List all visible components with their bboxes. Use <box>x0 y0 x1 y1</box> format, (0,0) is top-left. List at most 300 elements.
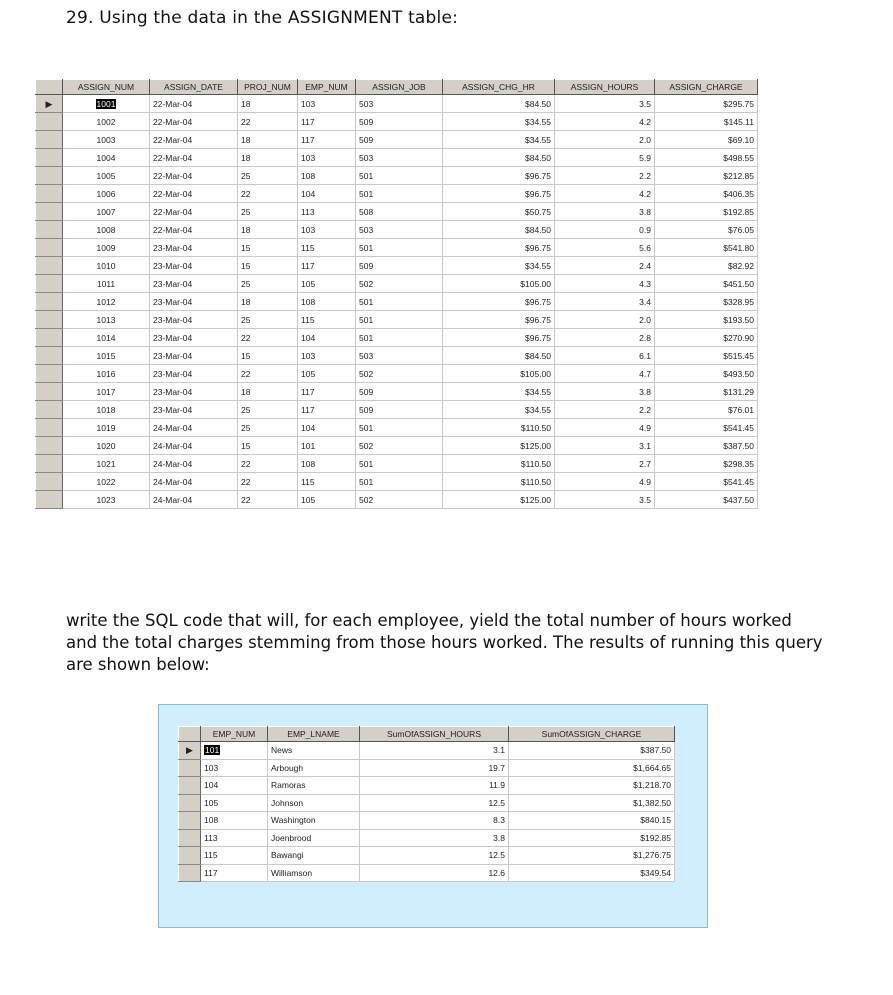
table-cell[interactable] <box>360 829 509 847</box>
table-cell[interactable] <box>443 437 555 455</box>
table-cell[interactable] <box>655 275 758 293</box>
table-cell[interactable] <box>238 203 298 221</box>
record-selector[interactable] <box>179 759 201 777</box>
record-selector[interactable] <box>36 293 63 311</box>
table-cell[interactable] <box>238 365 298 383</box>
table-cell[interactable] <box>201 777 268 795</box>
table-cell[interactable] <box>509 759 675 777</box>
table-cell[interactable] <box>356 167 443 185</box>
datasheet-corner[interactable] <box>36 80 63 95</box>
table-cell[interactable] <box>655 185 758 203</box>
table-cell[interactable] <box>360 847 509 865</box>
record-selector[interactable] <box>36 419 63 437</box>
table-cell[interactable] <box>63 293 150 311</box>
table-cell[interactable] <box>298 113 356 131</box>
record-selector[interactable] <box>36 257 63 275</box>
column-header[interactable]: ASSIGN_CHARGE <box>655 80 758 95</box>
record-selector[interactable] <box>36 383 63 401</box>
table-cell[interactable] <box>298 149 356 167</box>
table-cell[interactable] <box>356 221 443 239</box>
table-cell[interactable] <box>655 347 758 365</box>
table-cell[interactable] <box>555 329 655 347</box>
table-cell[interactable] <box>509 847 675 865</box>
result-row[interactable] <box>179 794 675 812</box>
table-cell[interactable] <box>655 491 758 509</box>
table-cell[interactable] <box>555 239 655 257</box>
table-cell[interactable] <box>443 455 555 473</box>
result-row[interactable] <box>179 742 675 760</box>
table-cell[interactable] <box>201 829 268 847</box>
cell-value: 2.0 <box>639 314 651 325</box>
table-cell[interactable] <box>443 185 555 203</box>
table-cell[interactable] <box>63 149 150 167</box>
table-cell[interactable] <box>509 742 675 760</box>
table-cell[interactable] <box>298 221 356 239</box>
result-row[interactable] <box>179 812 675 830</box>
cell-value: 6.1 <box>639 350 651 361</box>
table-cell[interactable] <box>150 167 238 185</box>
table-cell[interactable] <box>63 311 150 329</box>
assignment-row[interactable] <box>36 257 758 275</box>
table-cell[interactable] <box>360 812 509 830</box>
table-cell[interactable] <box>360 864 509 882</box>
assignment-row[interactable] <box>36 293 758 311</box>
table-cell[interactable] <box>360 777 509 795</box>
table-cell[interactable] <box>238 113 298 131</box>
assignment-row[interactable] <box>36 473 758 491</box>
column-header[interactable]: ASSIGN_NUM <box>63 80 150 95</box>
record-selector[interactable] <box>179 742 201 760</box>
table-cell[interactable] <box>443 293 555 311</box>
table-cell[interactable] <box>150 437 238 455</box>
table-cell[interactable] <box>356 347 443 365</box>
table-cell[interactable] <box>443 419 555 437</box>
record-selector[interactable] <box>36 491 63 509</box>
table-cell[interactable] <box>268 847 360 865</box>
column-header[interactable]: ASSIGN_CHG_HR <box>443 80 555 95</box>
assignment-row[interactable] <box>36 347 758 365</box>
table-cell[interactable] <box>238 167 298 185</box>
table-cell[interactable] <box>298 365 356 383</box>
assignment-row[interactable] <box>36 221 758 239</box>
table-cell[interactable] <box>238 347 298 365</box>
table-cell[interactable] <box>443 473 555 491</box>
table-cell[interactable] <box>238 257 298 275</box>
assignment-row[interactable] <box>36 491 758 509</box>
table-cell[interactable] <box>238 455 298 473</box>
table-cell[interactable] <box>356 293 443 311</box>
result-row[interactable] <box>179 847 675 865</box>
table-cell[interactable] <box>655 365 758 383</box>
table-cell[interactable] <box>298 203 356 221</box>
assignment-row[interactable] <box>36 455 758 473</box>
table-cell[interactable] <box>655 149 758 167</box>
result-row[interactable] <box>179 829 675 847</box>
assignment-row[interactable] <box>36 167 758 185</box>
record-selector[interactable] <box>179 829 201 847</box>
table-cell[interactable] <box>356 419 443 437</box>
table-cell[interactable] <box>555 203 655 221</box>
table-cell[interactable] <box>443 167 555 185</box>
table-cell[interactable] <box>298 347 356 365</box>
table-cell[interactable] <box>356 437 443 455</box>
column-header[interactable]: ASSIGN_DATE <box>150 80 238 95</box>
table-cell[interactable] <box>555 347 655 365</box>
record-selector[interactable] <box>179 777 201 795</box>
table-cell[interactable] <box>555 473 655 491</box>
table-cell[interactable] <box>655 401 758 419</box>
assignment-row[interactable] <box>36 203 758 221</box>
assignment-body <box>36 95 758 509</box>
table-cell[interactable] <box>268 794 360 812</box>
assignment-row[interactable] <box>36 383 758 401</box>
record-selector[interactable] <box>36 347 63 365</box>
table-cell[interactable] <box>63 491 150 509</box>
table-cell[interactable] <box>443 275 555 293</box>
table-cell[interactable] <box>238 383 298 401</box>
table-cell[interactable] <box>201 742 268 760</box>
table-cell[interactable] <box>356 365 443 383</box>
table-cell[interactable] <box>509 812 675 830</box>
table-cell[interactable] <box>360 759 509 777</box>
assignment-row[interactable] <box>36 239 758 257</box>
record-selector[interactable] <box>36 149 63 167</box>
assignment-row[interactable] <box>36 113 758 131</box>
table-cell[interactable] <box>356 473 443 491</box>
table-cell[interactable] <box>655 293 758 311</box>
table-cell[interactable] <box>555 491 655 509</box>
table-cell[interactable] <box>63 473 150 491</box>
table-cell[interactable] <box>298 239 356 257</box>
table-cell[interactable] <box>555 419 655 437</box>
record-selector[interactable] <box>36 131 63 149</box>
table-cell[interactable] <box>298 329 356 347</box>
table-cell[interactable] <box>443 257 555 275</box>
assignment-row[interactable] <box>36 131 758 149</box>
table-cell[interactable] <box>238 311 298 329</box>
table-cell[interactable] <box>150 113 238 131</box>
table-cell[interactable] <box>509 864 675 882</box>
table-cell[interactable] <box>63 275 150 293</box>
table-cell[interactable] <box>238 491 298 509</box>
table-cell[interactable] <box>150 239 238 257</box>
record-selector[interactable] <box>36 167 63 185</box>
table-cell[interactable] <box>63 383 150 401</box>
table-cell[interactable] <box>555 257 655 275</box>
record-selector[interactable] <box>36 239 63 257</box>
cell-value: 509 <box>359 404 374 415</box>
table-cell[interactable] <box>150 491 238 509</box>
datasheet-corner[interactable] <box>179 727 201 742</box>
assignment-row[interactable] <box>36 365 758 383</box>
table-cell[interactable] <box>555 113 655 131</box>
table-cell[interactable] <box>238 437 298 455</box>
table-cell[interactable] <box>238 221 298 239</box>
table-cell[interactable] <box>63 221 150 239</box>
table-cell[interactable] <box>150 275 238 293</box>
record-selector[interactable] <box>179 794 201 812</box>
table-cell[interactable] <box>298 167 356 185</box>
table-cell[interactable] <box>555 167 655 185</box>
table-cell[interactable] <box>356 149 443 167</box>
table-cell[interactable] <box>356 275 443 293</box>
record-selector[interactable] <box>36 437 63 455</box>
table-cell[interactable] <box>356 95 443 113</box>
column-header[interactable]: PROJ_NUM <box>238 80 298 95</box>
table-cell[interactable] <box>150 131 238 149</box>
table-cell[interactable] <box>356 329 443 347</box>
record-selector[interactable] <box>36 473 63 491</box>
table-cell[interactable] <box>298 131 356 149</box>
table-cell[interactable] <box>298 257 356 275</box>
table-cell[interactable] <box>201 864 268 882</box>
table-cell[interactable] <box>356 455 443 473</box>
table-cell[interactable] <box>298 455 356 473</box>
table-cell[interactable] <box>555 365 655 383</box>
table-cell[interactable] <box>655 221 758 239</box>
result-row[interactable] <box>179 777 675 795</box>
table-cell[interactable] <box>443 329 555 347</box>
table-cell[interactable] <box>443 113 555 131</box>
assignment-row[interactable] <box>36 275 758 293</box>
cell-value: 22-Mar-04 <box>153 116 193 127</box>
table-cell[interactable] <box>655 257 758 275</box>
table-cell[interactable] <box>356 383 443 401</box>
table-cell[interactable] <box>443 149 555 167</box>
table-cell[interactable] <box>150 221 238 239</box>
table-cell[interactable] <box>150 473 238 491</box>
table-cell[interactable] <box>268 812 360 830</box>
column-header[interactable]: ASSIGN_HOURS <box>555 80 655 95</box>
table-cell[interactable] <box>150 419 238 437</box>
table-cell[interactable] <box>443 131 555 149</box>
table-cell[interactable] <box>268 864 360 882</box>
table-cell[interactable] <box>298 473 356 491</box>
table-cell[interactable] <box>509 777 675 795</box>
record-selector[interactable] <box>36 329 63 347</box>
table-cell[interactable] <box>238 329 298 347</box>
table-cell[interactable] <box>655 167 758 185</box>
table-cell[interactable] <box>443 203 555 221</box>
table-cell[interactable] <box>555 311 655 329</box>
record-selector[interactable] <box>36 95 63 113</box>
record-selector[interactable] <box>36 113 63 131</box>
assignment-row[interactable] <box>36 329 758 347</box>
table-cell[interactable] <box>555 185 655 203</box>
table-cell[interactable] <box>238 95 298 113</box>
table-cell[interactable] <box>555 455 655 473</box>
table-cell[interactable] <box>360 794 509 812</box>
table-cell[interactable] <box>63 455 150 473</box>
table-cell[interactable] <box>298 293 356 311</box>
table-cell[interactable] <box>655 419 758 437</box>
table-cell[interactable] <box>655 131 758 149</box>
table-cell[interactable] <box>356 203 443 221</box>
table-cell[interactable] <box>63 419 150 437</box>
table-cell[interactable] <box>655 113 758 131</box>
assignment-row[interactable] <box>36 185 758 203</box>
record-selector[interactable] <box>36 365 63 383</box>
assignment-row[interactable] <box>36 437 758 455</box>
table-cell[interactable] <box>150 455 238 473</box>
table-cell[interactable] <box>63 185 150 203</box>
table-cell[interactable] <box>63 239 150 257</box>
record-selector[interactable] <box>36 401 63 419</box>
table-cell[interactable] <box>443 491 555 509</box>
table-cell[interactable] <box>443 347 555 365</box>
table-cell[interactable] <box>555 221 655 239</box>
column-header[interactable]: EMP_NUM <box>298 80 356 95</box>
table-cell[interactable] <box>150 203 238 221</box>
assignment-row[interactable] <box>36 95 758 113</box>
assignment-row[interactable] <box>36 419 758 437</box>
record-selector[interactable] <box>179 864 201 882</box>
table-cell[interactable] <box>150 311 238 329</box>
record-selector[interactable] <box>36 185 63 203</box>
table-cell[interactable] <box>238 149 298 167</box>
table-cell[interactable] <box>63 347 150 365</box>
table-cell[interactable] <box>150 293 238 311</box>
assignment-row[interactable] <box>36 311 758 329</box>
table-cell[interactable] <box>356 257 443 275</box>
table-cell[interactable] <box>238 419 298 437</box>
record-selector[interactable] <box>36 311 63 329</box>
table-cell[interactable] <box>555 437 655 455</box>
table-cell[interactable] <box>201 759 268 777</box>
table-cell[interactable] <box>443 239 555 257</box>
table-cell[interactable] <box>298 419 356 437</box>
table-cell[interactable] <box>356 131 443 149</box>
column-header[interactable]: SumOfASSIGN_HOURS <box>360 727 509 742</box>
table-cell[interactable] <box>509 794 675 812</box>
table-cell[interactable] <box>150 365 238 383</box>
table-cell[interactable] <box>238 293 298 311</box>
table-cell[interactable] <box>201 847 268 865</box>
result-row[interactable] <box>179 864 675 882</box>
table-cell[interactable] <box>360 742 509 760</box>
table-cell[interactable] <box>298 401 356 419</box>
table-cell[interactable] <box>150 185 238 203</box>
table-cell[interactable] <box>63 167 150 185</box>
table-cell[interactable] <box>63 131 150 149</box>
table-cell[interactable] <box>356 239 443 257</box>
table-cell[interactable] <box>655 311 758 329</box>
table-cell[interactable] <box>63 113 150 131</box>
table-cell[interactable] <box>356 401 443 419</box>
table-cell[interactable] <box>150 329 238 347</box>
table-cell[interactable] <box>655 203 758 221</box>
table-cell[interactable] <box>238 275 298 293</box>
cell-value: 18 <box>241 296 251 307</box>
table-cell[interactable] <box>298 383 356 401</box>
table-cell[interactable] <box>63 329 150 347</box>
table-cell[interactable] <box>63 401 150 419</box>
table-cell[interactable] <box>655 455 758 473</box>
column-header[interactable]: SumOfASSIGN_CHARGE <box>509 727 675 742</box>
table-cell[interactable] <box>555 383 655 401</box>
table-cell[interactable] <box>555 95 655 113</box>
record-selector[interactable] <box>179 847 201 865</box>
table-cell[interactable] <box>655 329 758 347</box>
column-header[interactable]: EMP_NUM <box>201 727 268 742</box>
table-cell[interactable] <box>63 365 150 383</box>
table-cell[interactable] <box>238 131 298 149</box>
table-cell[interactable] <box>356 113 443 131</box>
table-cell[interactable] <box>655 437 758 455</box>
record-selector[interactable] <box>36 455 63 473</box>
table-cell[interactable] <box>238 239 298 257</box>
table-cell[interactable] <box>150 401 238 419</box>
table-cell[interactable] <box>63 257 150 275</box>
table-cell[interactable] <box>443 383 555 401</box>
table-cell[interactable] <box>655 239 758 257</box>
table-cell[interactable] <box>150 149 238 167</box>
table-cell[interactable] <box>201 812 268 830</box>
table-cell[interactable] <box>356 311 443 329</box>
cell-value: 108 <box>301 296 316 307</box>
table-cell[interactable] <box>356 491 443 509</box>
record-selector[interactable] <box>36 221 63 239</box>
cell-value: 2.8 <box>639 332 651 343</box>
table-cell[interactable] <box>201 794 268 812</box>
table-cell[interactable] <box>509 829 675 847</box>
table-cell[interactable] <box>150 257 238 275</box>
table-cell[interactable] <box>555 131 655 149</box>
table-cell[interactable] <box>238 185 298 203</box>
table-cell[interactable] <box>150 95 238 113</box>
result-row[interactable] <box>179 759 675 777</box>
table-cell[interactable] <box>555 401 655 419</box>
table-cell[interactable] <box>555 275 655 293</box>
table-cell[interactable] <box>298 95 356 113</box>
table-cell[interactable] <box>298 437 356 455</box>
table-cell[interactable] <box>63 95 150 113</box>
table-cell[interactable] <box>63 203 150 221</box>
table-cell[interactable] <box>298 275 356 293</box>
table-cell[interactable] <box>238 401 298 419</box>
table-cell[interactable] <box>655 383 758 401</box>
record-selector[interactable] <box>36 203 63 221</box>
record-selector[interactable] <box>36 275 63 293</box>
table-cell[interactable] <box>356 185 443 203</box>
table-cell[interactable] <box>555 293 655 311</box>
table-cell[interactable] <box>268 829 360 847</box>
column-header[interactable]: ASSIGN_JOB <box>356 80 443 95</box>
record-selector[interactable] <box>179 812 201 830</box>
column-header[interactable]: EMP_LNAME <box>268 727 360 742</box>
assignment-row[interactable] <box>36 401 758 419</box>
table-cell[interactable] <box>443 95 555 113</box>
table-cell[interactable] <box>268 759 360 777</box>
table-cell[interactable] <box>150 347 238 365</box>
table-cell[interactable] <box>63 437 150 455</box>
table-cell[interactable] <box>298 185 356 203</box>
table-cell[interactable] <box>443 401 555 419</box>
table-cell[interactable] <box>655 473 758 491</box>
table-cell[interactable] <box>268 742 360 760</box>
table-cell[interactable] <box>238 473 298 491</box>
table-cell[interactable] <box>443 221 555 239</box>
assignment-row[interactable] <box>36 149 758 167</box>
table-cell[interactable] <box>298 491 356 509</box>
table-cell[interactable] <box>443 365 555 383</box>
table-cell[interactable] <box>298 311 356 329</box>
table-cell[interactable] <box>268 777 360 795</box>
table-cell[interactable] <box>555 149 655 167</box>
table-cell[interactable] <box>150 383 238 401</box>
table-cell[interactable] <box>655 95 758 113</box>
table-cell[interactable] <box>443 311 555 329</box>
